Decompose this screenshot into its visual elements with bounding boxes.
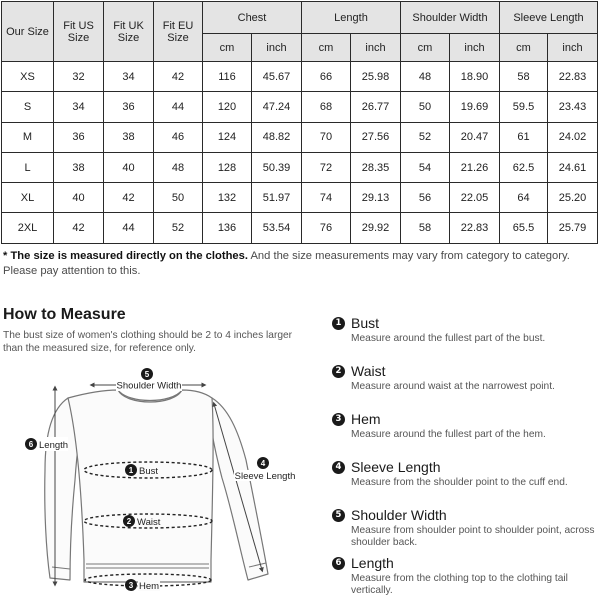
- step-description: Measure from the shoulder point to the cuff end.: [351, 477, 568, 488]
- table-cell: 22.83: [548, 62, 598, 92]
- hem-number: 3: [128, 581, 134, 590]
- table-cell: 40: [104, 152, 154, 182]
- table-row: [2, 183, 598, 213]
- table-cell: 24.61: [548, 152, 598, 182]
- step-number: 3: [332, 413, 345, 426]
- size-chart-table: [1, 1, 598, 244]
- table-cell: 70: [302, 122, 351, 152]
- table-row: [2, 152, 598, 182]
- step-title: Sleeve Length: [351, 459, 441, 475]
- sweater-body-outline: [68, 390, 213, 582]
- header-fit-us: Fit US Size: [54, 2, 104, 62]
- table-cell: 26.77: [351, 92, 401, 122]
- unit-header: inch: [450, 34, 500, 62]
- note-bold: * The size is measured directly on the clothes.: [3, 250, 248, 262]
- unit-header: cm: [401, 34, 450, 62]
- table-cell: 58: [401, 213, 450, 243]
- note-rest: And the size measurements may vary from category to category. Please pay attention to this.: [3, 250, 570, 277]
- sleeve-number: 4: [260, 459, 266, 468]
- step-description: Measure from the clothing top to the clothing tail vertically.: [351, 573, 568, 596]
- table-cell: 132: [203, 183, 252, 213]
- header-shoulder-width: Shoulder Width: [401, 2, 500, 34]
- step-number: 5: [332, 509, 345, 522]
- table-cell: 74: [302, 183, 351, 213]
- table-cell: 54: [401, 152, 450, 182]
- unit-header: inch: [548, 34, 598, 62]
- header-sleeve-length: Sleeve Length: [500, 2, 598, 34]
- table-cell: 44: [154, 92, 203, 122]
- table-cell: 19.69: [450, 92, 500, 122]
- step-title: Hem: [351, 411, 381, 427]
- header-length: Length: [302, 2, 401, 34]
- header-fit-uk: Fit UK Size: [104, 2, 154, 62]
- table-cell: 52: [401, 122, 450, 152]
- table-cell: 28.35: [351, 152, 401, 182]
- step-number: 1: [332, 317, 345, 330]
- table-cell: 45.67: [252, 62, 302, 92]
- table-cell: 68: [302, 92, 351, 122]
- table-cell: 62.5: [500, 152, 548, 182]
- table-cell: 56: [401, 183, 450, 213]
- table-cell: 24.02: [548, 122, 598, 152]
- size-label-cell: L: [2, 152, 54, 182]
- table-cell: 36: [104, 92, 154, 122]
- table-cell: 44: [104, 213, 154, 243]
- table-cell: 25.98: [351, 62, 401, 92]
- table-cell: 128: [203, 152, 252, 182]
- table-cell: 51.97: [252, 183, 302, 213]
- table-cell: 50: [401, 92, 450, 122]
- table-cell: 136: [203, 213, 252, 243]
- table-cell: 48.82: [252, 122, 302, 152]
- step-hem: [332, 412, 597, 460]
- step-title: Bust: [351, 315, 380, 331]
- bust-number: 1: [128, 466, 134, 475]
- table-cell: 22.83: [450, 213, 500, 243]
- measurement-note: [3, 249, 595, 278]
- sleeve-length-label: Sleeve Length: [234, 471, 296, 482]
- table-cell: 27.56: [351, 122, 401, 152]
- table-cell: 25.20: [548, 183, 598, 213]
- table-cell: 18.90: [450, 62, 500, 92]
- size-label-cell: XL: [2, 183, 54, 213]
- shoulder-number: 5: [144, 370, 150, 379]
- unit-header: inch: [252, 34, 302, 62]
- table-cell: 38: [104, 122, 154, 152]
- table-cell: 50: [154, 183, 203, 213]
- table-cell: 52: [154, 213, 203, 243]
- how-to-measure-title: How to Measure: [3, 306, 126, 323]
- table-cell: 34: [54, 92, 104, 122]
- table-cell: 48: [401, 62, 450, 92]
- sleeve-length-arrow: [214, 404, 262, 570]
- header-chest: Chest: [203, 2, 302, 34]
- length-number: 6: [28, 440, 34, 449]
- table-cell: 48: [154, 152, 203, 182]
- table-cell: 72: [302, 152, 351, 182]
- waist-label: Waist: [137, 517, 161, 528]
- table-cell: 29.13: [351, 183, 401, 213]
- table-cell: 25.79: [548, 213, 598, 243]
- table-cell: 36: [54, 122, 104, 152]
- table-cell: 53.54: [252, 213, 302, 243]
- table-cell: 32: [54, 62, 104, 92]
- table-cell: 76: [302, 213, 351, 243]
- hem-label: Hem: [139, 581, 160, 592]
- table-cell: 64: [500, 183, 548, 213]
- table-row: [2, 62, 598, 92]
- table-cell: 42: [104, 183, 154, 213]
- step-number: 6: [332, 557, 345, 570]
- step-title: Shoulder Width: [351, 507, 447, 523]
- step-bust: [332, 316, 597, 364]
- table-cell: 50.39: [252, 152, 302, 182]
- table-row: [2, 122, 598, 152]
- table-cell: 116: [203, 62, 252, 92]
- table-cell: 66: [302, 62, 351, 92]
- shoulder-width-label: Shoulder Width: [116, 380, 182, 392]
- sweater-measurement-diagram: [0, 360, 320, 600]
- size-label-cell: M: [2, 122, 54, 152]
- table-row: [2, 213, 598, 243]
- length-label: Length: [39, 440, 69, 451]
- step-number: 4: [332, 461, 345, 474]
- table-cell: 38: [54, 152, 104, 182]
- unit-header: inch: [351, 34, 401, 62]
- header-our-size: Our Size: [2, 2, 54, 62]
- table-cell: 20.47: [450, 122, 500, 152]
- table-row: [2, 92, 598, 122]
- table-cell: 58: [500, 62, 548, 92]
- bust-label: Bust: [139, 466, 159, 477]
- step-shoulder-width: [332, 508, 597, 556]
- table-cell: 22.05: [450, 183, 500, 213]
- step-description: Measure around waist at the narrowest point.: [351, 381, 555, 392]
- size-label-cell: XS: [2, 62, 54, 92]
- table-cell: 40: [54, 183, 104, 213]
- size-label-cell: S: [2, 92, 54, 122]
- step-length: [332, 556, 597, 604]
- table-cell: 46: [154, 122, 203, 152]
- step-sleeve-length: [332, 460, 597, 508]
- table-cell: 21.26: [450, 152, 500, 182]
- waist-number: 2: [126, 517, 132, 526]
- step-description: Measure around the fullest part of the hem.: [351, 429, 546, 440]
- measurement-steps: [332, 316, 597, 604]
- how-to-measure-description: The bust size of women's clothing should be 2 to 4 inches larger than the measured size, for reference only.: [3, 330, 293, 354]
- table-cell: 42: [154, 62, 203, 92]
- unit-header: cm: [302, 34, 351, 62]
- step-description: Measure around the fullest part of the bust.: [351, 333, 546, 344]
- step-title: Length: [351, 555, 394, 571]
- step-description: Measure from shoulder point to shoulder point, across shoulder back.: [351, 525, 595, 548]
- unit-header: cm: [500, 34, 548, 62]
- table-cell: 59.5: [500, 92, 548, 122]
- table-cell: 29.92: [351, 213, 401, 243]
- table-cell: 47.24: [252, 92, 302, 122]
- header-fit-eu: Fit EU Size: [154, 2, 203, 62]
- table-cell: 61: [500, 122, 548, 152]
- table-cell: 34: [104, 62, 154, 92]
- table-cell: 42: [54, 213, 104, 243]
- table-cell: 124: [203, 122, 252, 152]
- unit-header: cm: [203, 34, 252, 62]
- table-cell: 23.43: [548, 92, 598, 122]
- size-label-cell: 2XL: [2, 213, 54, 243]
- table-cell: 120: [203, 92, 252, 122]
- step-number: 2: [332, 365, 345, 378]
- step-waist: [332, 364, 597, 412]
- table-cell: 65.5: [500, 213, 548, 243]
- step-title: Waist: [351, 363, 386, 379]
